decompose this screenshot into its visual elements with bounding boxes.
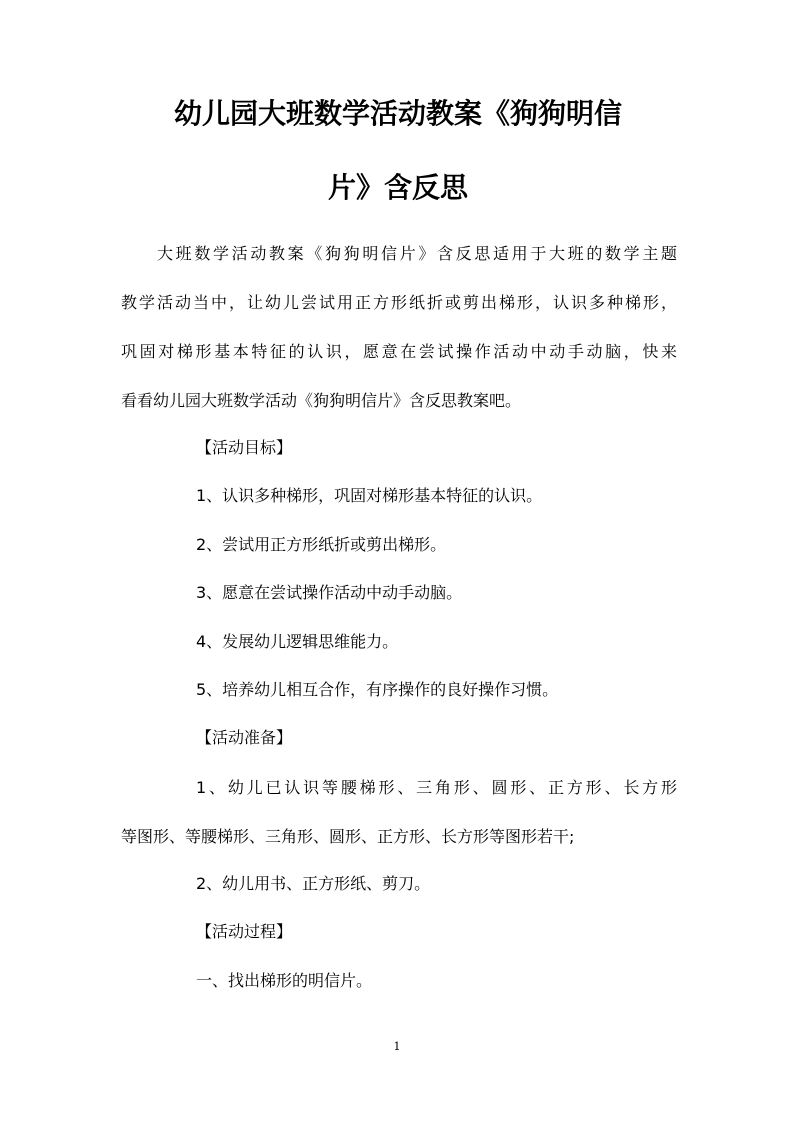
prep-heading: 【活动准备】 (196, 728, 293, 747)
prep-item-1-line-1: 1、幼儿已认识等腰梯形、三角形、圆形、正方形、长方形 (196, 778, 677, 797)
document-title-line-2: 片》含反思 (327, 171, 468, 204)
intro-line: 巩固对梯形基本特征的认识，愿意在尝试操作活动中动手动脑，快来 (121, 342, 677, 361)
intro-line: 看看幼儿园大班数学活动《狗狗明信片》含反思教案吧。 (121, 391, 522, 410)
intro-line: 教学活动当中，让幼儿尝试用正方形纸折或剪出梯形，认识多种梯形， (121, 293, 677, 312)
document-title-line-1: 幼儿园大班数学活动教案《狗狗明信 (173, 97, 622, 130)
intro-line: 大班数学活动教案《狗狗明信片》含反思适用于大班的数学主题 (157, 244, 677, 263)
prep-item-1-line-2: 等图形、等腰梯形、三角形、圆形、正方形、长方形等图形若干; (121, 827, 575, 846)
intro-paragraph (121, 229, 677, 425)
goal-item: 3、愿意在尝试操作活动中动手动脑。 (196, 583, 463, 602)
process-heading: 【活动过程】 (196, 922, 293, 941)
goal-item: 1、认识多种梯形，巩固对梯形基本特征的认识。 (196, 486, 543, 505)
goal-item: 2、尝试用正方形纸折或剪出梯形。 (196, 535, 447, 554)
prep-item-1 (121, 763, 677, 861)
page-number: 1 (393, 1040, 401, 1053)
prep-item-2: 2、幼儿用书、正方形纸、剪刀。 (196, 874, 431, 893)
goal-item: 4、发展幼儿逻辑思维能力。 (196, 632, 399, 651)
process-step-1: 一、找出梯形的明信片。 (196, 971, 373, 990)
goal-item: 5、培养幼儿相互合作，有序操作的良好操作习惯。 (196, 680, 559, 699)
goals-heading: 【活动目标】 (196, 438, 293, 457)
